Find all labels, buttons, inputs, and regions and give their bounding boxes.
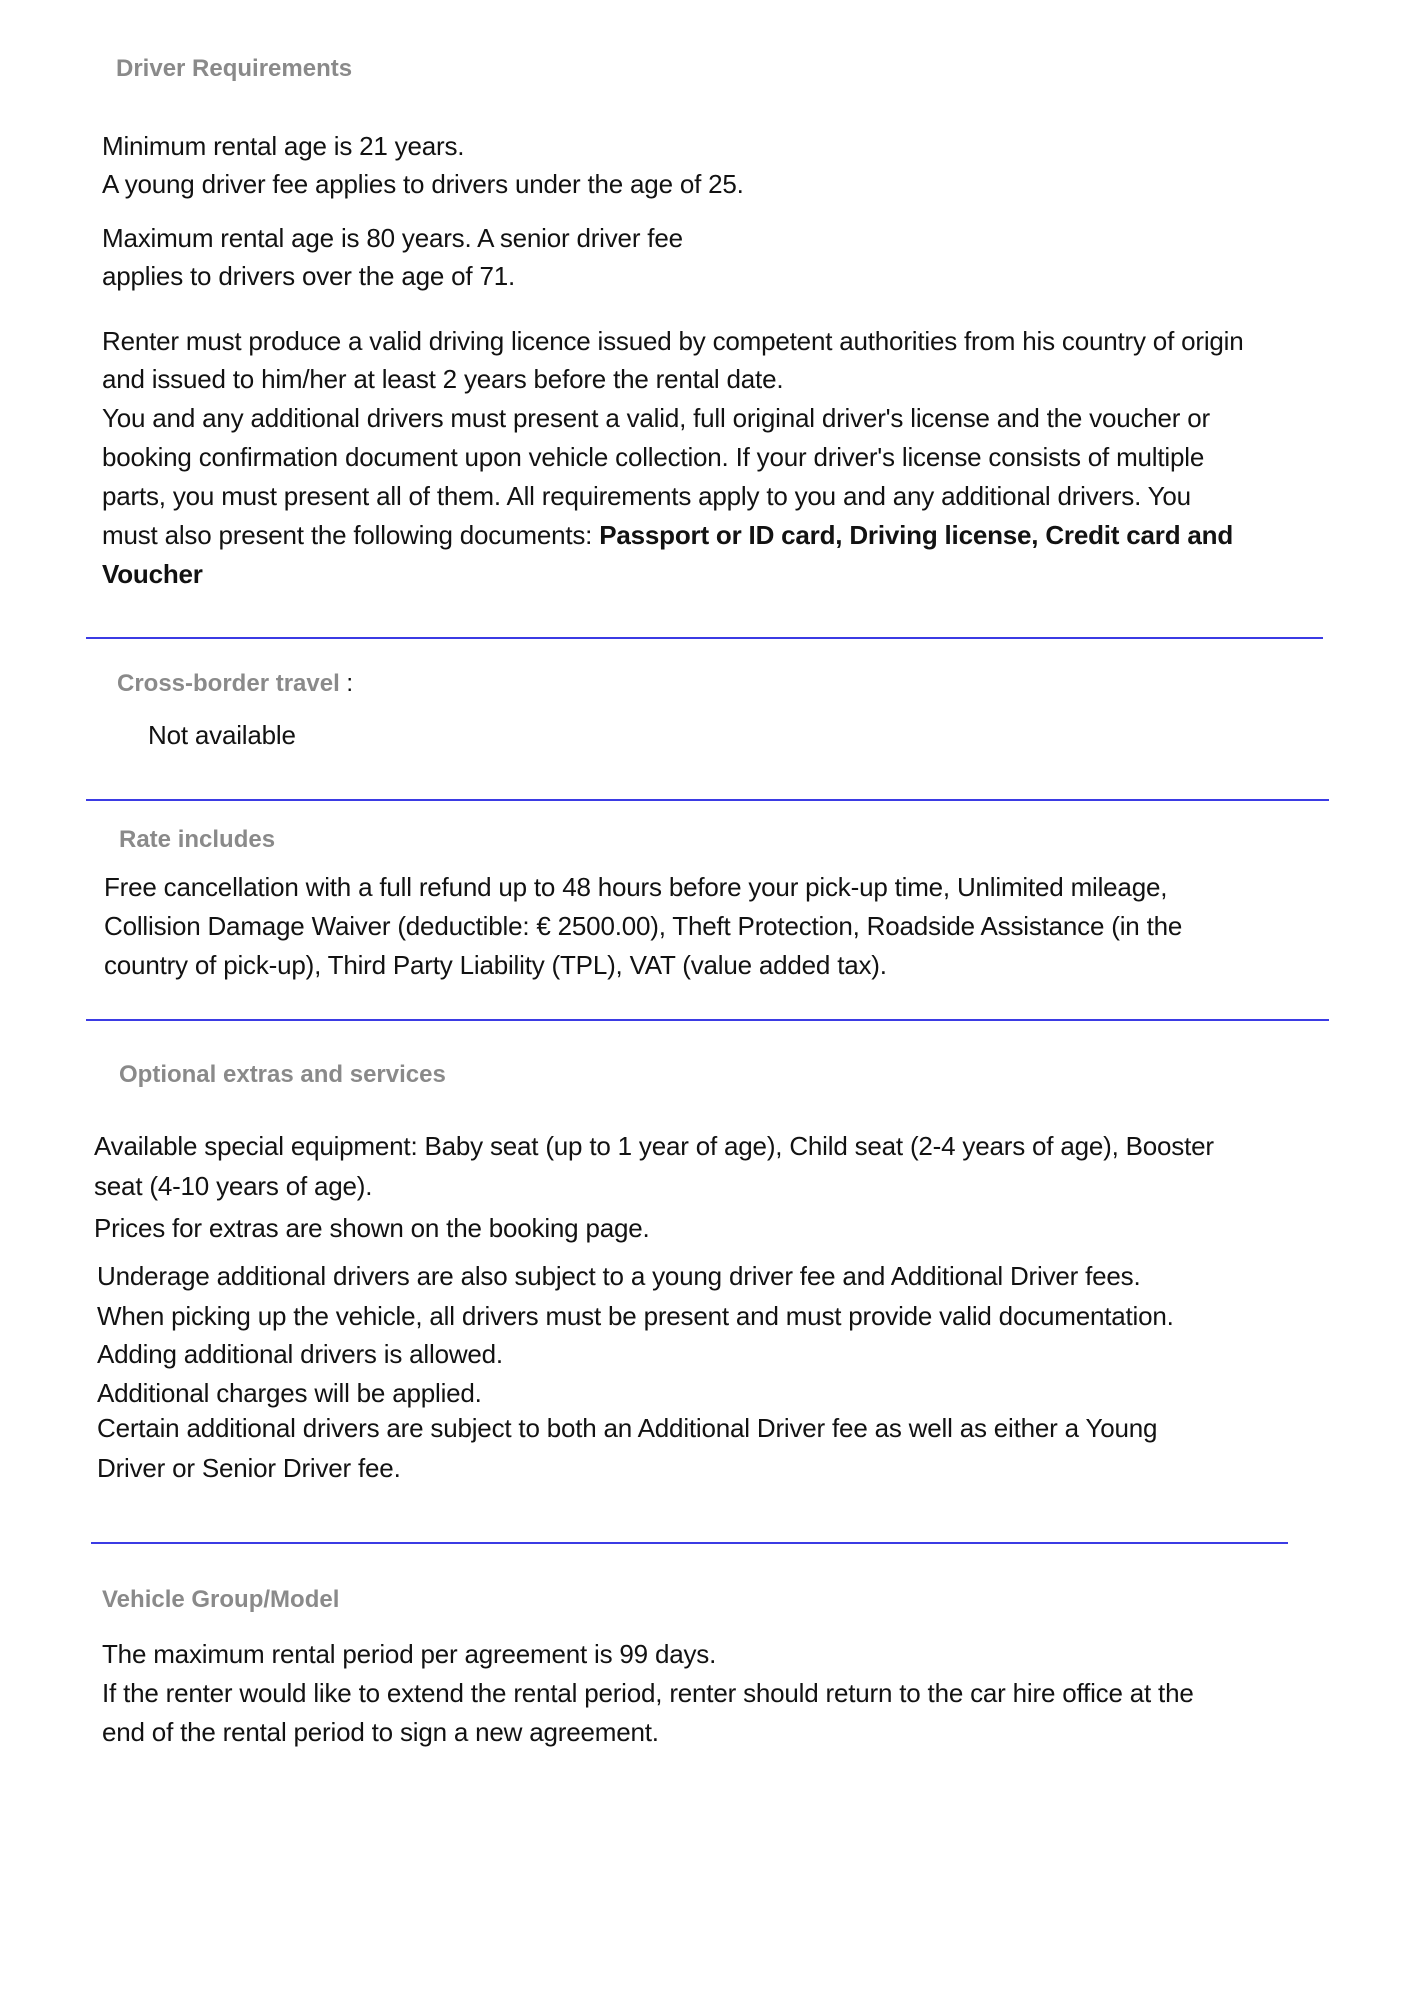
rate-includes-line: Free cancellation with a full refund up to 48 hours before your pick-up time, Unlimited mileage, xyxy=(104,872,1168,902)
cross-border-value: Not available xyxy=(148,720,296,750)
section-divider xyxy=(91,1542,1288,1544)
rental-period-line: If the renter would like to extend the rental period, renter should return to the car hire office at the xyxy=(102,1678,1194,1708)
additional-driver-line: Adding additional drivers is allowed. xyxy=(97,1339,503,1369)
rental-period-line: end of the rental period to sign a new agreement. xyxy=(102,1717,659,1747)
documents-intro: must also present the following documents: xyxy=(102,520,600,550)
special-equipment-line: Available special equipment: Baby seat (up to 1 year of age), Child seat (2-4 years of age), Booster xyxy=(94,1131,1214,1161)
licence-requirement-line: Renter must produce a valid driving licence issued by competent authorities from his country of origin xyxy=(102,326,1244,356)
additional-driver-line: When picking up the vehicle, all drivers must be present and must provide valid documentation. xyxy=(97,1301,1174,1331)
extras-prices-line: Prices for extras are shown on the booking page. xyxy=(94,1213,650,1243)
documents-requirement-line xyxy=(102,522,1233,548)
section-divider xyxy=(86,637,1323,639)
required-documents-list: Passport or ID card, Driving license, Credit card and xyxy=(599,520,1234,550)
special-equipment-line: seat (4-10 years of age). xyxy=(94,1171,373,1201)
rental-period-line: The maximum rental period per agreement is 99 days. xyxy=(102,1639,717,1669)
licence-requirement-line: and issued to him/her at least 2 years before the rental date. xyxy=(102,364,784,394)
additional-driver-line: Certain additional drivers are subject to both an Additional Driver fee as well as either a Young xyxy=(97,1413,1158,1443)
vehicle-group-heading: Vehicle Group/Model xyxy=(102,1586,340,1613)
cross-border-heading xyxy=(117,672,353,696)
required-documents-list-tail: Voucher xyxy=(102,559,203,589)
documents-requirement-line: You and any additional drivers must present a valid, full original driver's license and the voucher or xyxy=(102,403,1211,433)
rate-includes-line: country of pick-up), Third Party Liability (TPL), VAT (value added tax). xyxy=(104,950,887,980)
min-age-line: Minimum rental age is 21 years. xyxy=(102,131,465,161)
section-divider xyxy=(86,799,1329,801)
rate-includes-line: Collision Damage Waiver (deductible: € 2500.00), Theft Protection, Roadside Assistance (in the xyxy=(104,911,1183,941)
documents-requirement-line: parts, you must present all of them. All requirements apply to you and any additional drivers. You xyxy=(102,481,1191,511)
rate-includes-heading: Rate includes xyxy=(119,826,276,853)
additional-driver-line: Additional charges will be applied. xyxy=(97,1378,482,1408)
senior-driver-fee-line: applies to drivers over the age of 71. xyxy=(102,261,515,291)
section-divider xyxy=(86,1019,1329,1021)
cross-border-colon: : xyxy=(339,670,354,697)
additional-driver-line: Underage additional drivers are also subject to a young driver fee and Additional Driver fees. xyxy=(97,1261,1141,1291)
driver-requirements-heading: Driver Requirements xyxy=(116,55,353,82)
additional-driver-line: Driver or Senior Driver fee. xyxy=(97,1453,401,1483)
max-age-line: Maximum rental age is 80 years. A senior driver fee xyxy=(102,223,683,253)
young-driver-fee-line: A young driver fee applies to drivers under the age of 25. xyxy=(102,169,744,199)
optional-extras-heading: Optional extras and services xyxy=(119,1061,446,1088)
cross-border-heading-label: Cross-border travel xyxy=(117,670,340,697)
documents-requirement-line: booking confirmation document upon vehicle collection. If your driver's license consists of multiple xyxy=(102,442,1205,472)
